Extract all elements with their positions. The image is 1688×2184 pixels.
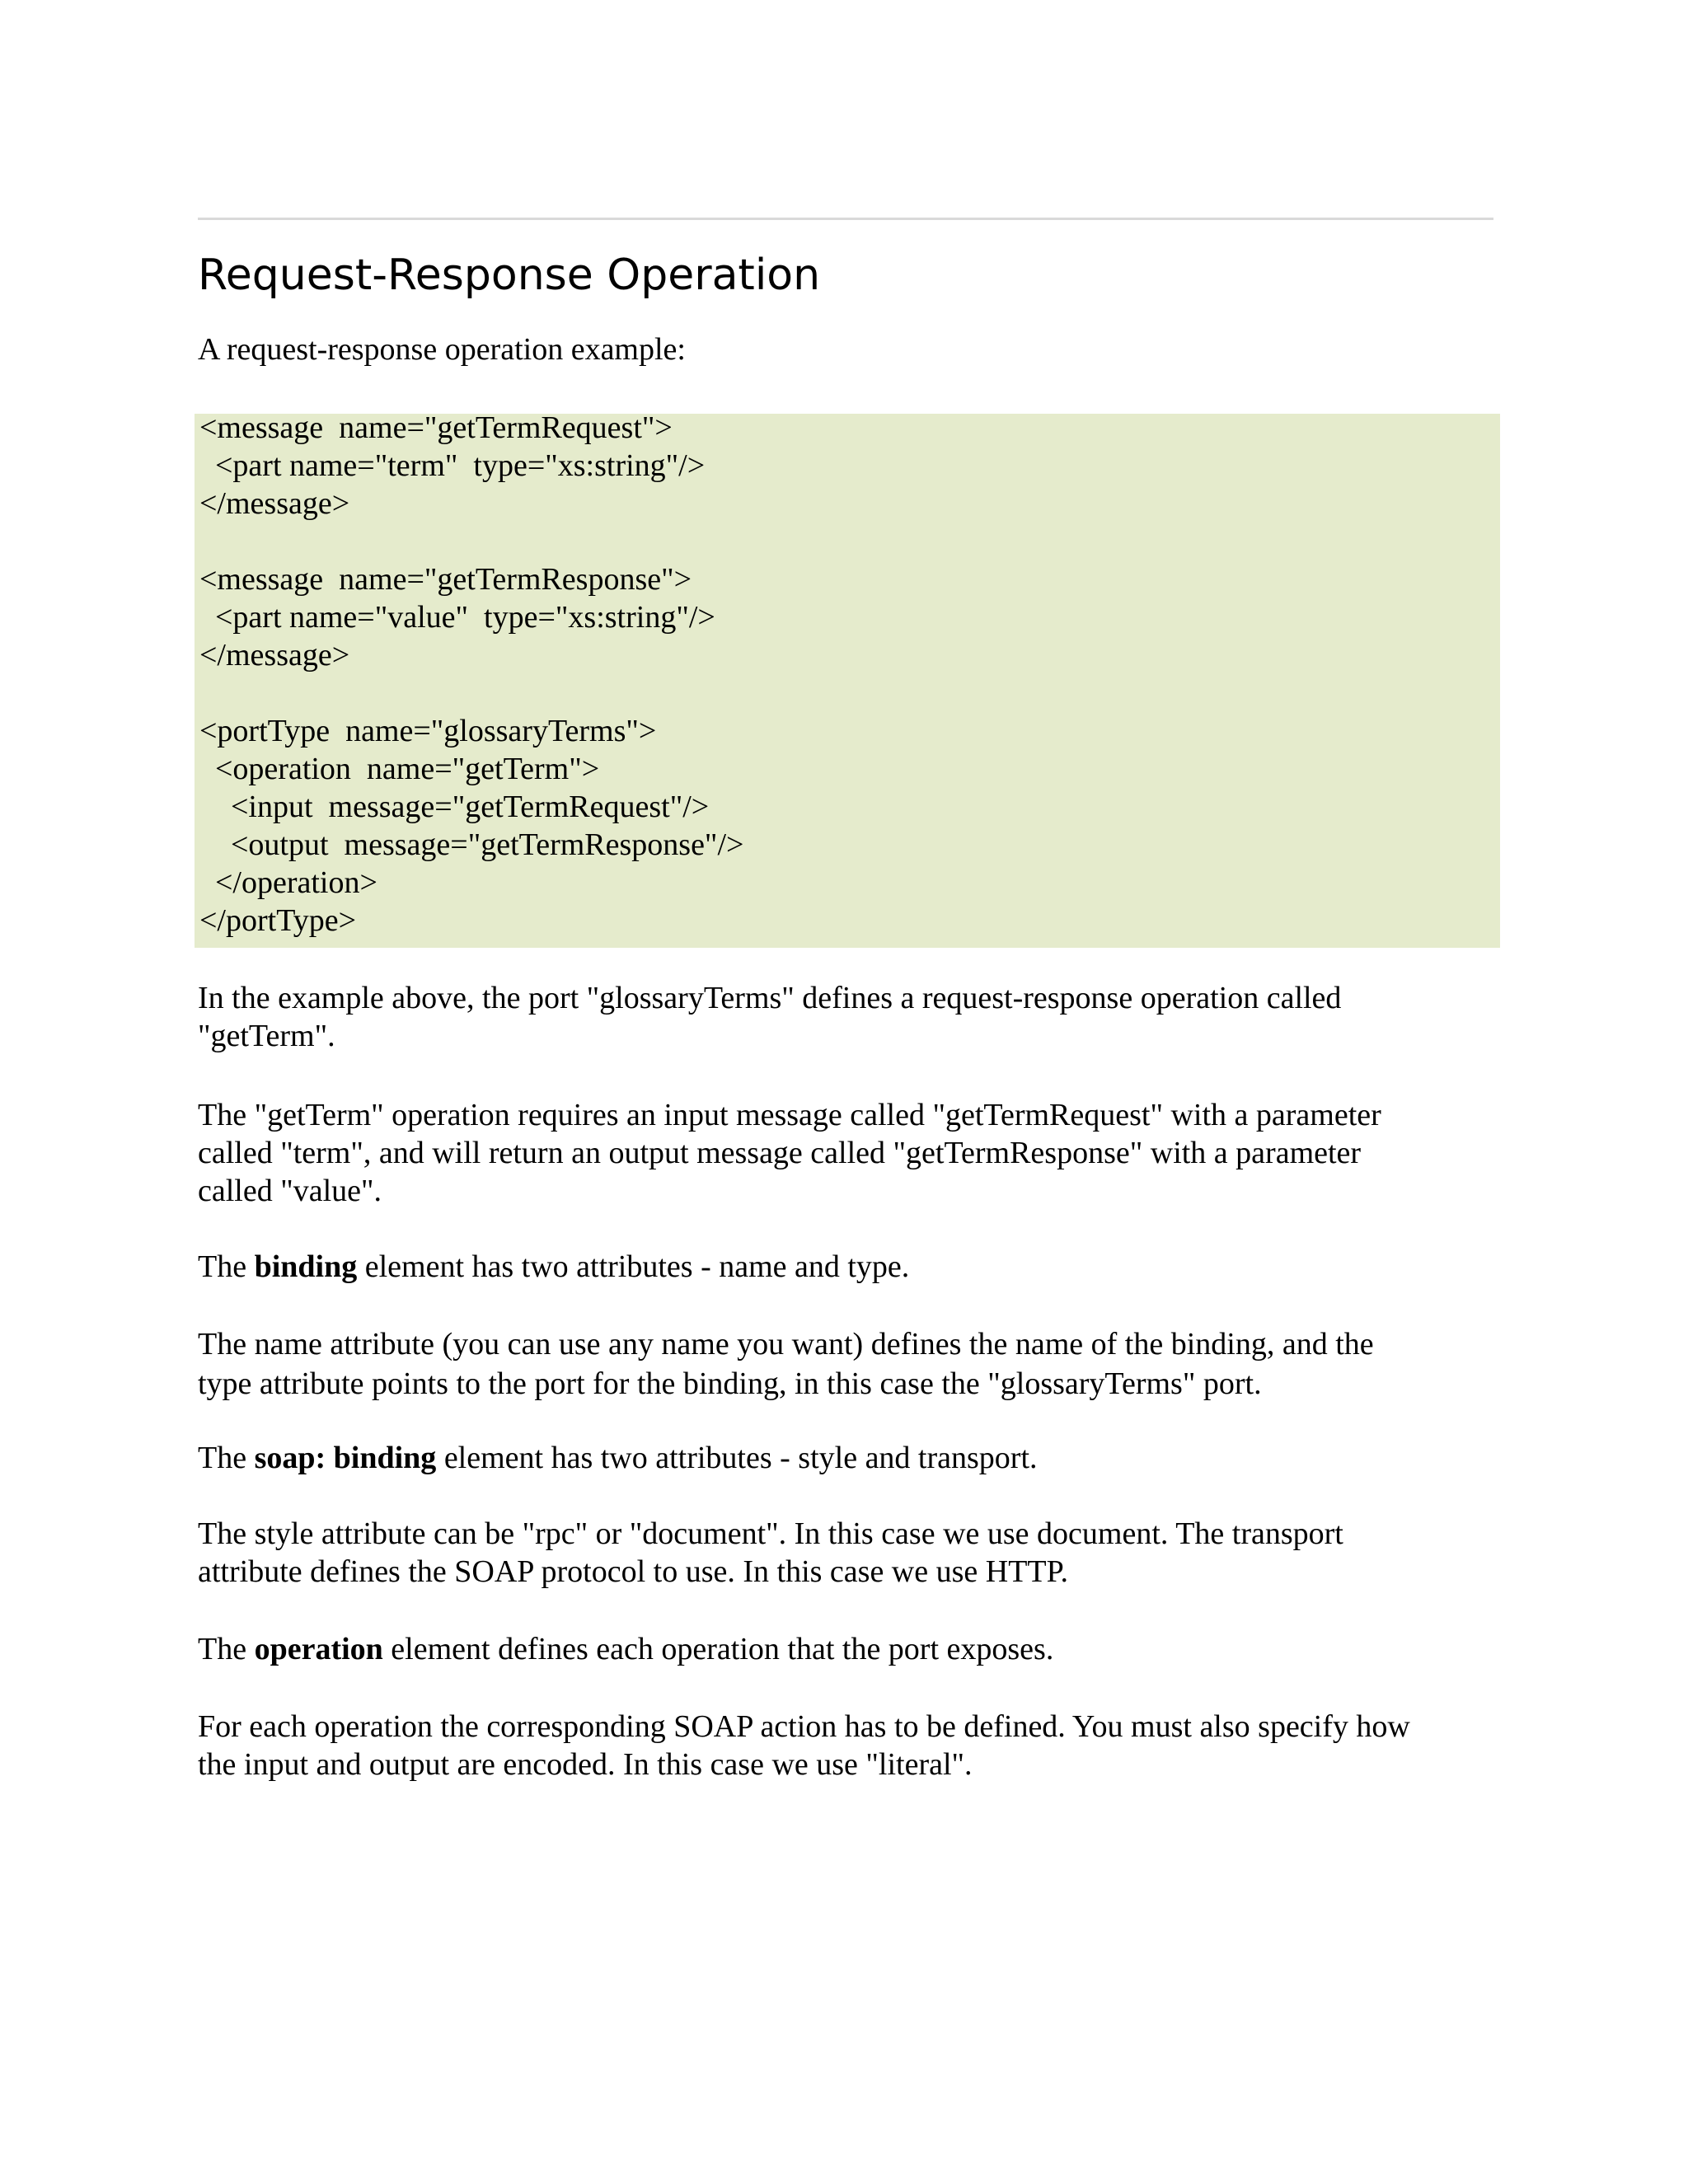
section-heading: Request-Response Operation [198,251,821,300]
code-line: </message> [199,486,350,521]
paragraph-line: The style attribute can be "rpc" or "document". In this case we use document. The transport [198,1516,1343,1551]
code-line: <part name="term" type="xs:string"/> [199,448,706,483]
code-line: <part name="value" type="xs:string"/> [199,600,715,635]
code-line: <message name="getTermRequest"> [199,410,673,445]
paragraph-line: "getTerm". [198,1019,335,1053]
intro-text: A request-response operation example: [198,332,686,367]
paragraph-text: element defines each operation that the port exposes. [382,1632,1054,1666]
paragraph-text: element has two attributes - name and type. [357,1249,910,1284]
code-line: </message> [199,638,350,673]
paragraph-text: The [198,1632,255,1666]
paragraph-line: attribute defines the SOAP protocol to use. In this case we use HTTP. [198,1554,1069,1589]
code-line: </portType> [199,903,357,938]
code-line: <output message="getTermResponse"/> [199,827,744,862]
soap-binding-term: soap: binding [254,1441,437,1475]
paragraph-text: element has two attributes - style and transport. [436,1441,1038,1475]
code-line: </operation> [199,865,377,900]
operation-paragraph [198,1630,1053,1668]
paragraph-text: The [198,1249,255,1284]
code-line: <input message="getTermRequest"/> [199,790,710,824]
paragraph-line: The "getTerm" operation requires an input message called "getTermRequest" with a parameter [198,1098,1381,1132]
paragraph-line: called "term", and will return an output message called "getTermResponse" with a parameter [198,1136,1362,1170]
horizontal-rule [198,218,1493,220]
paragraph-text: The [198,1441,255,1475]
code-block [195,414,1500,948]
binding-term: binding [254,1249,358,1284]
code-line: <portType name="glossaryTerms"> [199,714,657,748]
binding-paragraph [198,1248,909,1286]
operation-term: operation [254,1632,383,1666]
paragraph-line: For each operation the corresponding SOAP action has to be defined. You must also specify how [198,1709,1410,1744]
soap-binding-paragraph [198,1439,1038,1477]
code-line: <message name="getTermResponse"> [199,562,692,597]
paragraph-line: In the example above, the port "glossaryTerms" defines a request-response operation called [198,981,1342,1015]
paragraph-line: The name attribute (you can use any name you want) defines the name of the binding, and the [198,1327,1374,1361]
paragraph-line: type attribute points to the port for the binding, in this case the "glossaryTerms" port. [198,1366,1262,1401]
code-line: <operation name="getTerm"> [199,752,600,786]
paragraph-line: the input and output are encoded. In this case we use "literal". [198,1747,973,1782]
paragraph-line: called "value". [198,1174,382,1208]
